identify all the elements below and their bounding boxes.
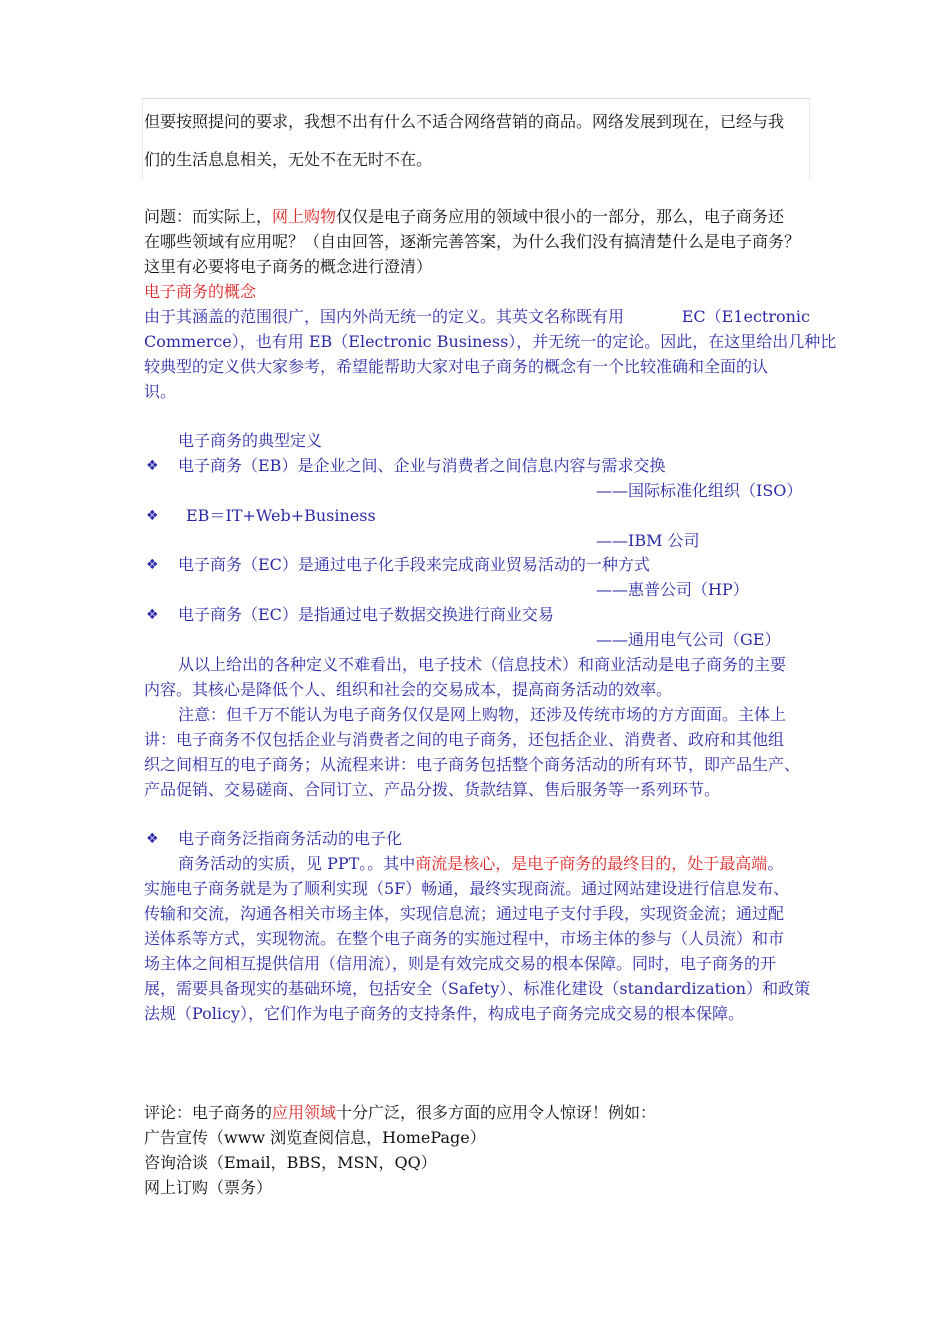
note-line-3: 织之间相互的电子商务；从流程来讲：电子商务包括整个商务活动的所有环节，即产品生产、 [144, 755, 801, 774]
question-line-1 [144, 205, 784, 229]
bullet-icon: ❖ [146, 831, 159, 847]
comment-line-1 [144, 1101, 656, 1125]
definition-4-source: ——通用电气公司（GE） [596, 630, 781, 649]
definitions-heading: 电子商务的典型定义 [178, 431, 323, 450]
broad-line-1-a: 商务活动的实质，见 PPT。。其中 [178, 854, 416, 873]
question-prefix: 问题：而实际上， [144, 207, 273, 226]
question-line-3: 这里有必要将电子商务的概念进行澄清） [144, 257, 433, 276]
concept-line-1-a: 由于其涵盖的范围很广，国内外尚无统一的定义。其英文名称既有用 [144, 307, 625, 326]
broad-heading: 电子商务泛指商务活动的电子化 [178, 829, 403, 848]
note-line-4: 产品促销、交易磋商、合同订立、产品分拨、货款结算、售后服务等一系列环节。 [144, 780, 721, 799]
concept-heading: 电子商务的概念 [144, 282, 257, 301]
concept-line-4: 识。 [144, 382, 177, 401]
definition-2-source: ——IBM 公司 [596, 531, 700, 550]
question-rest: 仅仅是电子商务应用的领域中很小的一部分，那么，电子商务还 [336, 207, 785, 226]
broad-line-5: 场主体之间相互提供信用（信用流），则是有效完成交易的根本保障。同时，电子商务的开 [144, 954, 777, 973]
comment-rest: 十分广泛，很多方面的应用令人惊讶！例如： [336, 1103, 657, 1122]
answer-line-1: 但要按照提问的要求，我想不出有什么不适合网络营销的商品。网络发展到现在，已经与我 [144, 112, 785, 131]
application-field-highlight: 应用领域 [272, 1103, 337, 1122]
comment-item-consulting: 咨询洽谈（Email，BBS，MSN，QQ） [144, 1153, 437, 1172]
broad-line-2: 实施电子商务就是为了顺利实现（5F）畅通，最终实现商流。通过网站建设进行信息发布、 [144, 879, 790, 898]
broad-line-1-b: 。 [767, 854, 784, 873]
bullet-icon: ❖ [146, 607, 159, 623]
bullet-icon: ❖ [146, 508, 159, 524]
comment-prefix: 评论：电子商务的 [144, 1103, 273, 1122]
commerce-flow-highlight: 商流是核心，是电子商务的最终目的，处于最高端 [415, 854, 768, 873]
broad-line-3: 传输和交流，沟通各相关市场主体，实现信息流；通过电子支付手段，实现资金流；通过配 [144, 904, 785, 923]
definition-3: 电子商务（EC）是通过电子化手段来完成商业贸易活动的一种方式 [178, 555, 650, 574]
concept-line-1-b: EC（E1ectronic [681, 307, 810, 326]
comment-item-advertising: 广告宣传（www 浏览查阅信息，HomePage） [144, 1128, 486, 1147]
concept-line-3: 较典型的定义供大家参考，希望能帮助大家对电子商务的概念有一个比较准确和全面的认 [144, 357, 769, 376]
summary-line-1: 从以上给出的各种定义不难看出，电子技术（信息技术）和商业活动是电子商务的主要 [178, 655, 787, 674]
definition-3-source: ——惠普公司（HP） [596, 580, 749, 599]
bullet-icon: ❖ [146, 557, 159, 573]
definition-4: 电子商务（EC）是指通过电子数据交换进行商业交易 [178, 605, 554, 624]
online-shopping-highlight: 网上购物 [272, 207, 337, 226]
definition-2: EB＝IT+Web+Business [186, 506, 376, 525]
concept-line-1 [144, 305, 810, 329]
comment-item-ordering: 网上订购（票务） [144, 1178, 273, 1197]
broad-line-1 [178, 852, 783, 876]
concept-line-2: Commerce），也有用 EB（Electronic Business），并无统一的定论。因此，在这里给出几种比 [144, 332, 837, 351]
definition-1-source: ——国际标准化组织（ISO） [596, 481, 803, 500]
broad-line-4: 送体系等方式，实现物流。在整个电子商务的实施过程中，市场主体的参与（人员流）和市 [144, 929, 785, 948]
note-line-1: 注意：但千万不能认为电子商务仅仅是网上购物，还涉及传统市场的方方面面。主体上 [178, 705, 787, 724]
note-line-2: 讲：电子商务不仅包括企业与消费者之间的电子商务，还包括企业、消费者、政府和其他组 [144, 730, 785, 749]
summary-line-2: 内容。其核心是降低个人、组织和社会的交易成本，提高商务活动的效率。 [144, 680, 673, 699]
definition-1: 电子商务（EB）是企业之间、企业与消费者之间信息内容与需求交换 [178, 456, 666, 475]
broad-line-7: 法规（Policy），它们作为电子商务的支持条件，构成电子商务完成交易的根本保障。 [144, 1004, 744, 1023]
bullet-icon: ❖ [146, 458, 159, 474]
broad-line-6: 展，需要具备现实的基础环境，包括安全（Safety）、标准化建设（standardization）和政策 [144, 979, 811, 998]
question-line-2: 在哪些领域有应用呢？（自由回答，逐渐完善答案，为什么我们没有搞清楚什么是电子商务？ [144, 232, 801, 251]
answer-line-2: 们的生活息息相关，无处不在无时不在。 [144, 150, 433, 169]
